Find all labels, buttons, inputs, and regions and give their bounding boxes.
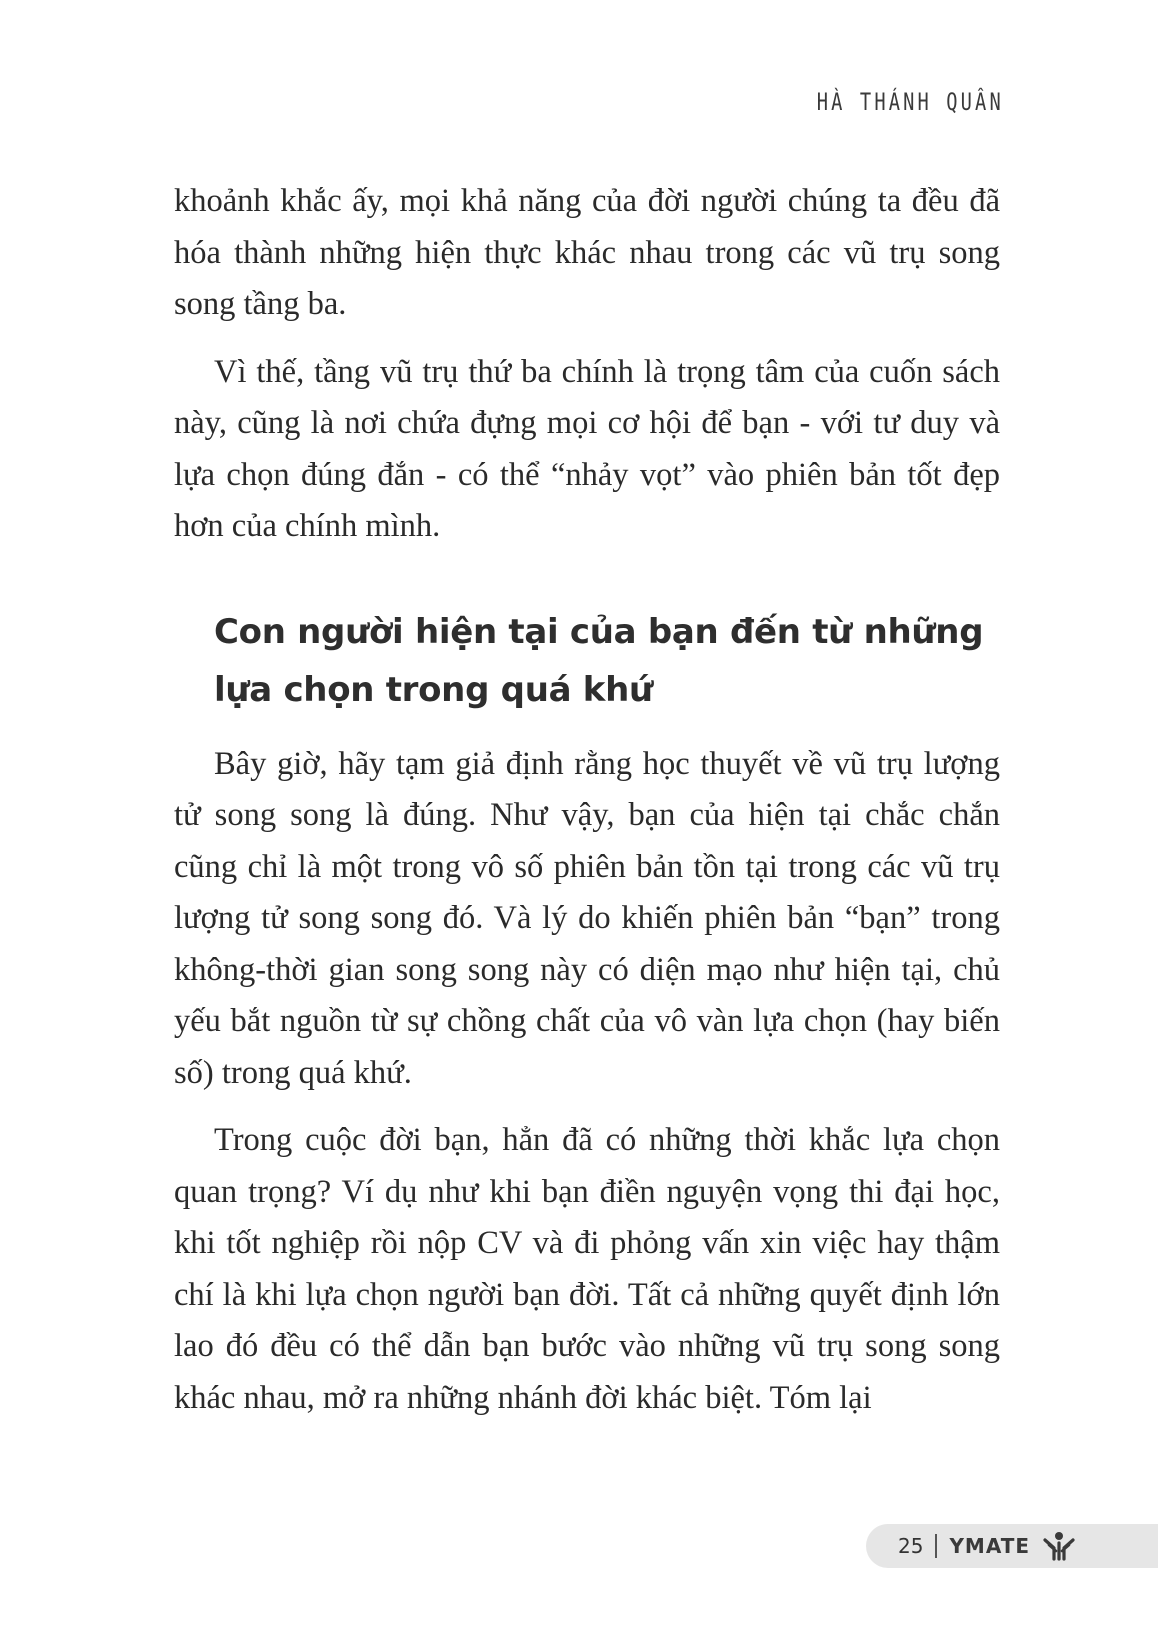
- ymate-logo-icon: [1042, 1531, 1076, 1561]
- page-content: [174, 176, 1000, 1424]
- page-footer: [866, 1524, 1158, 1568]
- brand-name: YMATE: [949, 1534, 1031, 1558]
- body-paragraph: Trong cuộc đời bạn, hẳn đã có những thời khắc lựa chọn quan trọng? Ví dụ như khi bạn điền nguyện vọng thi đại học, khi tốt nghiệp rồi nộp CV và đi phỏng vấn xin việc hay thậm chí là khi lựa chọn người bạn đời. Tất cả những quyết định lớn lao đó đều có thể dẫn bạn bước vào những vũ trụ song song khác nhau, mở ra những nhánh đời khác biệt. Tóm lại: [174, 1122, 1000, 1416]
- section-heading: Con người hiện tại của bạn đến từ những lựa chọn trong quá khứ: [214, 611, 984, 710]
- page-number: 25: [898, 1534, 924, 1558]
- running-header-author: HÀ THÁNH QUÂN: [816, 88, 1004, 116]
- body-paragraph: khoảnh khắc ấy, mọi khả năng của đời người chúng ta đều đã hóa thành những hiện thực khác nhau trong các vũ trụ song song tầng ba.: [174, 183, 1000, 322]
- footer-divider: [935, 1534, 937, 1558]
- body-paragraph: Bây giờ, hãy tạm giả định rằng học thuyết về vũ trụ lượng tử song song là đúng. Như vậy, bạn của hiện tại chắc chắn cũng chỉ là một trong vô số phiên bản tồn tại trong các vũ trụ lượng tử song song đó. Và lý do khiến phiên bản “bạn” trong không-thời gian song song này có diện mạo như hiện tại, chủ yếu bắt nguồn từ sự chồng chất của vô vàn lựa chọn (hay biến số) trong quá khứ.: [174, 745, 1000, 1091]
- body-paragraph: Vì thế, tầng vũ trụ thứ ba chính là trọng tâm của cuốn sách này, cũng là nơi chứa đựng mọi cơ hội để bạn - với tư duy và lựa chọn đúng đắn - có thể “nhảy vọt” vào phiên bản tốt đẹp hơn của chính mình.: [174, 353, 1000, 544]
